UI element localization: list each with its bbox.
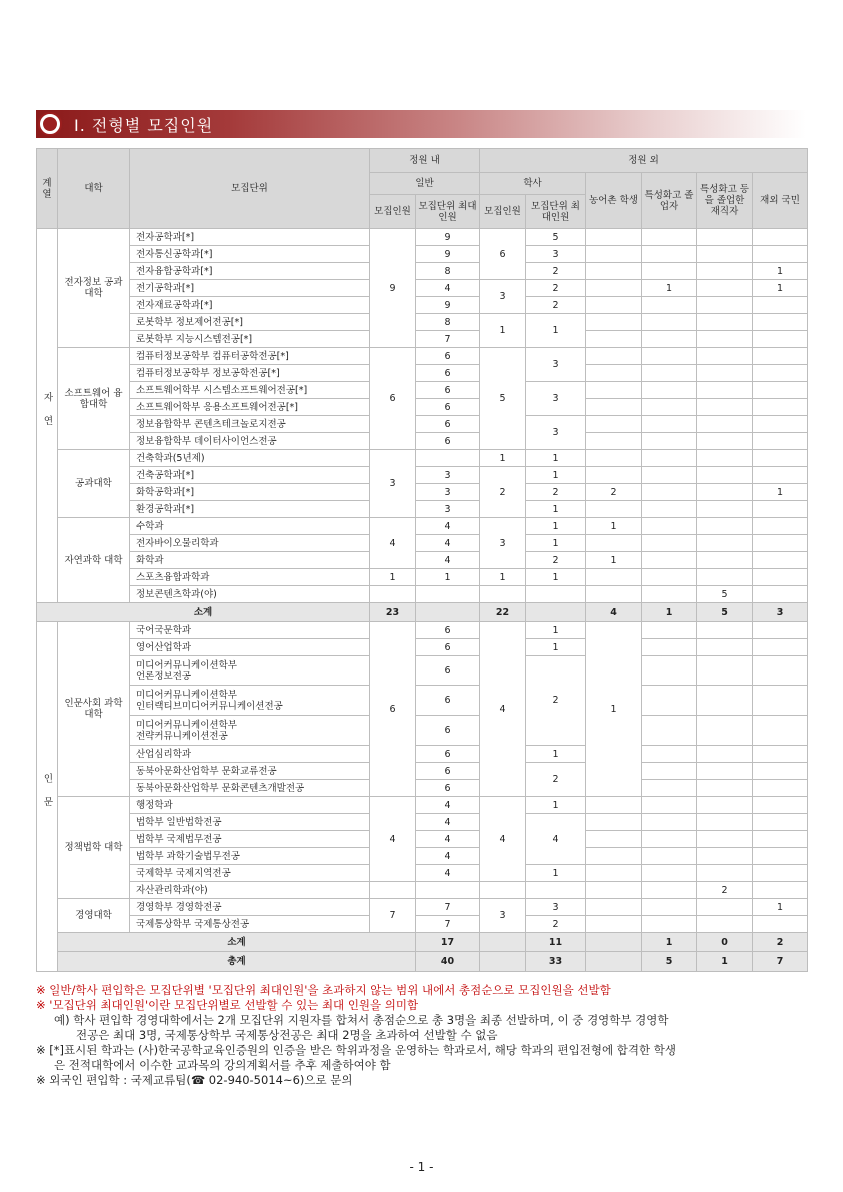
table-row-unit: 전자바이오물리학과 <box>130 535 370 552</box>
header-bachelor: 학사 <box>480 173 586 195</box>
table-row-unit: 산업심리학과 <box>130 746 370 763</box>
category-humanities: 인문 <box>37 622 58 972</box>
notes-section <box>36 983 811 1088</box>
table-row-unit: 로봇학부 정보제어전공[*] <box>130 314 370 331</box>
table-row-unit: 전자재료공학과[*] <box>130 297 370 314</box>
note-example: 예) 학사 편입학 경영대학에서는 2개 모집단위 지원자를 합쳐서 총점순으로 총 3명을 최종 선발하며, 이 중 경영학부 경영학 <box>54 1013 669 1027</box>
college-elec: 전자정보 공과대학 <box>58 229 130 348</box>
college-hum: 인문사회 과학대학 <box>58 622 130 797</box>
college-nat: 자연과학 대학 <box>58 518 130 603</box>
header-bachelor-max: 모집단위 최대인원 <box>526 195 586 229</box>
table-row-unit: 전자융합공학과[*] <box>130 263 370 280</box>
table-row-unit: 스포츠융합과학과 <box>130 569 370 586</box>
college-law: 정책법학 대학 <box>58 797 130 899</box>
header-special-grad: 특성화고 졸업자 <box>642 173 697 229</box>
table-row-unit: 정보콘텐츠학과(야) <box>130 586 370 603</box>
table-row-unit: 건축학과(5년제) <box>130 450 370 467</box>
table-row-unit: 영어산업학과 <box>130 639 370 656</box>
table-row-unit: 행정학과 <box>130 797 370 814</box>
note-4: ※ 외국인 편입학 : 국제교류팀(☎ 02-940-5014~6)으로 문의 <box>36 1073 353 1087</box>
note-3-cont: 은 전적대학에서 이수한 교과목의 강의계획서를 추후 제출하여야 함 <box>54 1058 391 1072</box>
table-row-unit: 전자통신공학과[*] <box>130 246 370 263</box>
table-row-unit: 건축공학과[*] <box>130 467 370 484</box>
table-row-unit: 법학부 국제법무전공 <box>130 831 370 848</box>
header-special-worker: 특성화고 등을 졸업한 재직자 <box>697 173 753 229</box>
page-number: - 1 - <box>409 1160 434 1174</box>
section-title: Ⅰ. 전형별 모집인원 <box>74 116 214 135</box>
table-row-unit: 국제학부 국제지역전공 <box>130 865 370 882</box>
table-row-unit: 경영학부 경영학전공 <box>130 899 370 916</box>
table-row-unit: 미디어커뮤니케이션학부 전략커뮤니케이션전공 <box>130 716 370 746</box>
recruitment-table: 계열 대학 모집단위 정원 내 정원 외 일반 학사 농어촌 학생 특성화고 졸업자 특성화고 등을 졸업한 재직자 재외 국민 모집인원 모집단위 최대인원 모집인원 모집단위 최대인원 자연 전자정보 공과대학 전자공학과[*] 9 9 6 5 전자통신공학과[*] 9 3 전자융합공학과[*] 8 2 1 전기공학과[*] 4 3 2 1 1 전자재료공학과[*] 9 2 로봇학부 정보제어전공[*] 8 1 1 로봇학부 지능시스템전공[*] 7 소프트웨어 융합대학 컴퓨터정보공학부 컴퓨터공학전공[*] 6 6 5 3 컴퓨터정보공학부 정보공학전공[*] 6 소프트웨어학부 시스템소프트웨어전공[*] 6 3 소프트웨어학부 응용소프트웨어전공[*] 6 정보융합학부 콘텐츠테크놀로지전공 6 3 정보융합학부 데이터사이언스전공 6 공과대학 건축학과(5년제) 3 1 1 건축공학과[*] 3 2 1 화학공학과[*] 3 2 2 1 환경공학과[*] 3 1 자연과학 대학 수학과 4 4 3 1 1 전자바이오물리학과 4 1 화학과 4 2 1 스포츠융합과학과 1 1 1 1 정보콘텐츠학과(야) 5 소계 23 22 4 1 5 3 인문 인문사회 과학대학 국어국문학과 6 6 4 1 1 영어산업학과 6 1 미디어커뮤니케이션학부 언론정보전공 6 2 미디어커뮤니케이션학부 인터랙티브미디어커뮤니케이션전공 6 미디어커뮤니케이션학부 전략커뮤니케이션전공 6 산업심리학과 6 1 동북아문화산업학부 문화교류전공 6 2 동북아문화산업학부 문화콘텐츠개발전공 6 정책법학 대학 행정학과 4 4 4 1 법학부 일반법학전공 4 4 법학부 국제법무전공 4 법학부 과학기술법무전공 4 국제학부 국제지역전공 4 1 자산관리학과(야) 2 경영대학 경영학부 경영학전공 7 7 3 3 1 국제통상학부 국제통상전공 7 2 소계 17 11 1 0 2 총계 40 33 5 1 7 <box>36 148 808 972</box>
table-row-unit: 컴퓨터정보공학부 컴퓨터공학전공[*] <box>130 348 370 365</box>
header-rural: 농어촌 학생 <box>586 173 642 229</box>
table-row-unit: 정보융합학부 데이터사이언스전공 <box>130 433 370 450</box>
header-general: 일반 <box>370 173 480 195</box>
note-3: ※ [*]표시된 학과는 (사)한국공학교육인증원의 인증을 받은 학위과정을 운영하는 학과로서, 해당 학과의 편입전형에 합격한 학생 <box>36 1043 676 1057</box>
table-row-unit: 법학부 일반법학전공 <box>130 814 370 831</box>
table-row-unit: 로봇학부 지능시스템전공[*] <box>130 331 370 348</box>
table-row-unit: 미디어커뮤니케이션학부 인터랙티브미디어커뮤니케이션전공 <box>130 686 370 716</box>
college-eng: 공과대학 <box>58 450 130 518</box>
header-general-recruit: 모집인원 <box>370 195 416 229</box>
total-row: 총계 40 33 5 1 7 <box>37 952 808 972</box>
header-college: 대학 <box>58 149 130 229</box>
table-row-unit: 전자공학과[*] <box>130 229 370 246</box>
category-science: 자연 <box>37 229 58 603</box>
college-soft: 소프트웨어 융합대학 <box>58 348 130 450</box>
header-unit: 모집단위 <box>130 149 370 229</box>
subtotal-row-humanities: 소계 17 11 1 0 2 <box>37 933 808 952</box>
header-overseas: 재외 국민 <box>753 173 808 229</box>
table-row-unit: 국어국문학과 <box>130 622 370 639</box>
college-biz: 경영대학 <box>58 899 130 933</box>
table-row-unit: 컴퓨터정보공학부 정보공학전공[*] <box>130 365 370 382</box>
header-bachelor-recruit: 모집인원 <box>480 195 526 229</box>
header-quota-in: 정원 내 <box>370 149 480 173</box>
table-row-unit: 소프트웨어학부 응용소프트웨어전공[*] <box>130 399 370 416</box>
note-example-cont: 전공은 최대 3명, 국제통상학부 국제통상전공은 최대 2명을 초과하여 선발할 수 없음 <box>76 1028 498 1042</box>
table-row-unit: 동북아문화산업학부 문화콘텐츠개발전공 <box>130 780 370 797</box>
note-1: ※ 일반/학사 편입학은 모집단위별 '모집단위 최대인원'을 초과하지 않는 범위 내에서 총점순으로 모집인원을 선발함 <box>36 983 611 997</box>
table-row-unit: 화학공학과[*] <box>130 484 370 501</box>
university-logo-icon <box>38 112 62 136</box>
table-row-unit: 수학과 <box>130 518 370 535</box>
note-2: ※ '모집단위 최대인원'이란 모집단위별로 선발할 수 있는 최대 인원을 의미함 <box>36 998 419 1012</box>
header-category: 계열 <box>37 149 58 229</box>
table-row-unit: 환경공학과[*] <box>130 501 370 518</box>
table-row-unit: 소프트웨어학부 시스템소프트웨어전공[*] <box>130 382 370 399</box>
header-general-max: 모집단위 최대인원 <box>416 195 480 229</box>
table-row-unit: 정보융합학부 콘텐츠테크놀로지전공 <box>130 416 370 433</box>
table-row-unit: 미디어커뮤니케이션학부 언론정보전공 <box>130 656 370 686</box>
table-row-unit: 전기공학과[*] <box>130 280 370 297</box>
table-row-unit: 법학부 과학기술법무전공 <box>130 848 370 865</box>
table-row-unit: 동북아문화산업학부 문화교류전공 <box>130 763 370 780</box>
section-title-bar <box>36 110 806 138</box>
table-row-unit: 국제통상학부 국제통상전공 <box>130 916 370 933</box>
table-row-unit: 화학과 <box>130 552 370 569</box>
subtotal-row-science: 소계 23 22 4 1 5 3 <box>37 603 808 622</box>
header-quota-out: 정원 외 <box>480 149 808 173</box>
table-row-unit: 자산관리학과(야) <box>130 882 370 899</box>
